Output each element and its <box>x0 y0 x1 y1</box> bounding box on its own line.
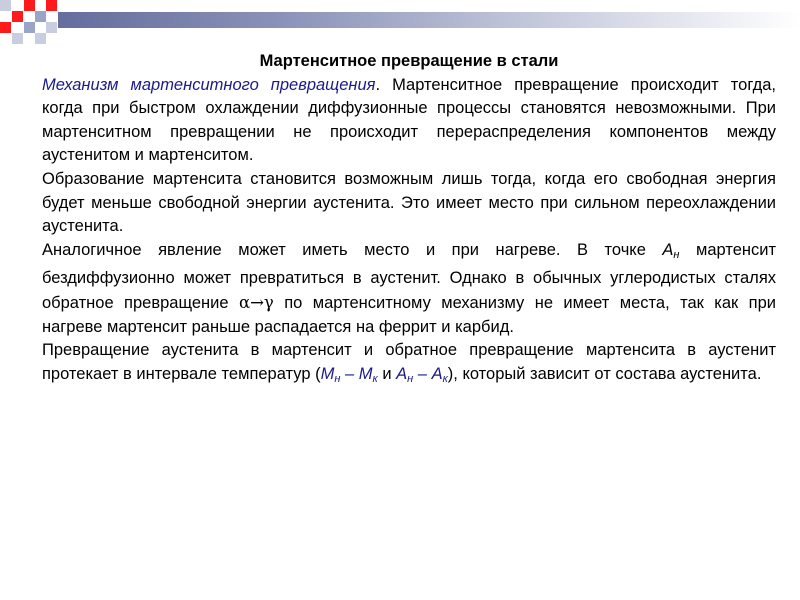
paragraph-text: Образование мартенсита становится возможным лишь тогда, когда его свободная энергия будет меньше свободной энергии аустенита. Это имеет место при сильном переохлаждении аустенита. <box>42 169 776 236</box>
deco-square-red <box>12 11 23 22</box>
deco-square-light <box>46 22 57 33</box>
deco-square-blue <box>35 11 46 22</box>
symbol-ak: $А_к$ <box>431 364 448 385</box>
paragraph-text: Аналогичное явление может иметь место и при нагреве. В точке <box>42 240 663 259</box>
header-gradient-bar <box>58 12 800 28</box>
deco-square-red <box>46 0 57 11</box>
paragraph-interval <box>42 339 776 391</box>
slide-body <box>42 50 776 391</box>
conjunction: и <box>377 364 397 383</box>
paragraph-text: Превращение аустенита в мартенсит и обратное превращение мартенсита в аустенит протекает в интервале температур ( <box>42 341 776 383</box>
symbol-mn: $М_н$ <box>320 364 341 385</box>
paragraph-formation <box>42 168 776 239</box>
dash: – <box>340 364 359 383</box>
paragraph-text: мартенсит бездиффузионно может превратиться в аустенит. Однако в обычных углеродистых сталях обратное превращение <box>42 240 777 312</box>
paragraph-text: ), который зависит от состава аустенита. <box>447 364 762 383</box>
deco-square-red <box>0 22 11 33</box>
dash: – <box>413 364 432 383</box>
deco-square-light <box>0 0 11 11</box>
paragraph-mechanism <box>42 74 776 168</box>
deco-square-red <box>24 0 35 11</box>
deco-square-light <box>35 33 46 44</box>
slide-title: Мартенситное превращение в стали <box>259 52 559 70</box>
paragraph-text: по мартенситному механизму не имеет места, так как при нагреве мартенсит раньше распадается на феррит и карбид. <box>42 293 776 336</box>
deco-square-blue <box>24 22 35 33</box>
paragraph-lead: Механизм мартенситного превращения <box>42 75 376 94</box>
paragraph-heating <box>42 239 776 339</box>
paragraph-text: . Мартенситное превращение происходит тогда, когда при быстром охлаждении диффузионные процессы становятся невозможными. При мартенситном превращении не происходит перераспределения компонентов между аустенитом и мартенситом. <box>42 75 776 165</box>
symbol-an: $А_н$ <box>396 364 414 385</box>
deco-square-light <box>12 33 23 44</box>
symbol-an: $А_н$ <box>662 240 680 261</box>
symbol-mk: $М_к$ <box>358 364 378 385</box>
alpha-gamma-symbol: α→γ <box>238 292 274 312</box>
